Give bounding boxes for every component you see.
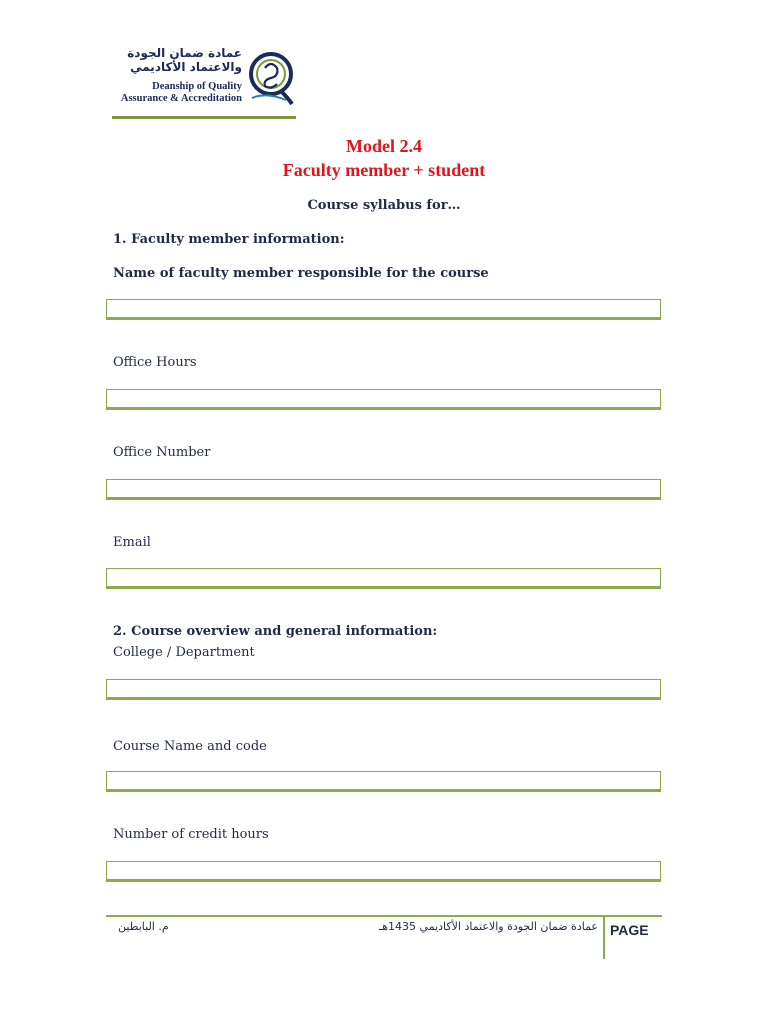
logo-arabic-line-1: عمادة ضمان الجودة <box>127 46 242 60</box>
email-label: Email <box>113 535 151 550</box>
footer-vertical-divider <box>603 917 605 959</box>
college-department-label: College / Department <box>113 645 255 660</box>
syllabus-subtitle: Course syllabus for… <box>307 198 461 213</box>
college-department-field[interactable] <box>106 679 661 700</box>
model-title: Model 2.4 <box>346 136 422 156</box>
office-hours-label: Office Hours <box>113 355 197 370</box>
office-number-label: Office Number <box>113 445 211 460</box>
email-field[interactable] <box>106 568 661 589</box>
course-name-code-field[interactable] <box>106 771 661 792</box>
footer-deanship-year: عمادة ضمان الجودة والاعتماد الأكاديمي 1435هـ <box>379 920 598 933</box>
logo-english-line-2: Assurance & Accreditation <box>120 93 242 104</box>
office-number-field[interactable] <box>106 479 661 500</box>
section-2-heading: 2. Course overview and general information: <box>113 624 438 639</box>
deanship-logo <box>112 44 296 120</box>
logo-arabic-text <box>112 46 242 74</box>
course-name-code-label: Course Name and code <box>113 739 267 754</box>
office-hours-field[interactable] <box>106 389 661 410</box>
logo-english-text <box>92 81 242 105</box>
section-1-heading: 1. Faculty member information: <box>113 232 345 247</box>
footer-page-label: PAGE <box>610 922 649 938</box>
faculty-name-field[interactable] <box>106 299 661 320</box>
faculty-name-label: Name of faculty member responsible for the course <box>113 266 489 281</box>
logo-arabic-line-2: والاعتماد الأكاديمي <box>130 60 242 74</box>
audience-title: Faculty member + student <box>282 160 486 180</box>
footer-author: م. البابطين <box>118 920 169 933</box>
credit-hours-field[interactable] <box>106 861 661 882</box>
credit-hours-label: Number of credit hours <box>113 827 269 842</box>
footer-divider <box>106 915 662 917</box>
quality-emblem-icon <box>246 50 296 106</box>
logo-english-line-1: Deanship of Quality <box>152 81 242 92</box>
logo-underline <box>112 116 296 119</box>
